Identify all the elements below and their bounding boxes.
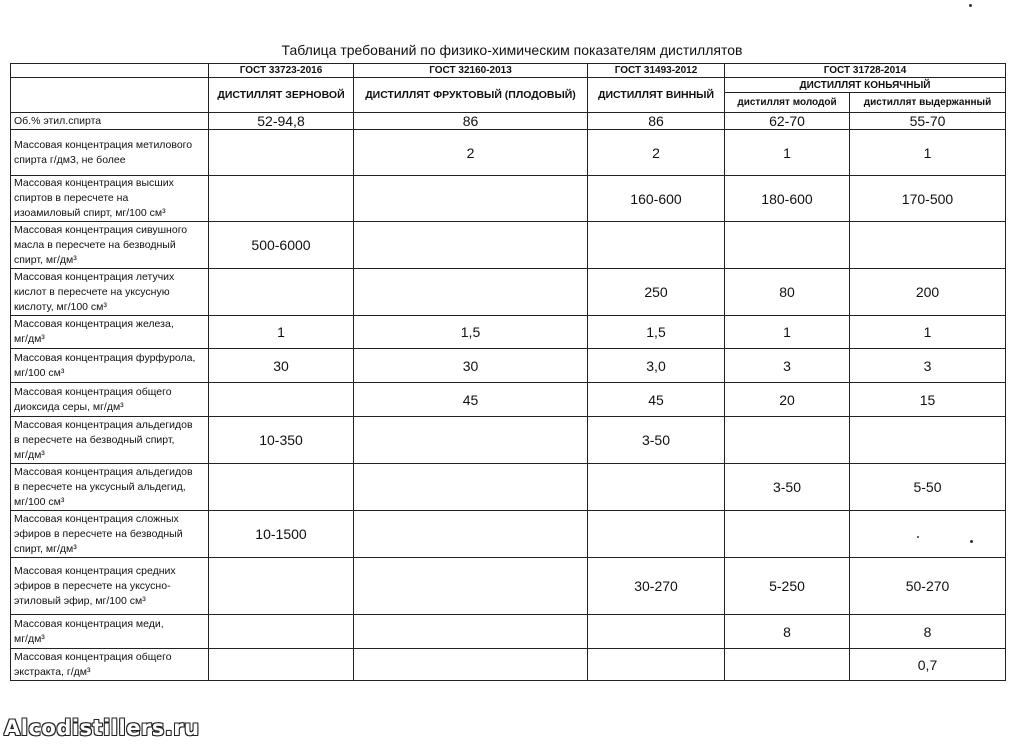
value-text: 1	[923, 324, 932, 340]
value-cell	[850, 558, 1006, 615]
value-cell	[588, 649, 725, 681]
value-cell	[850, 649, 1006, 681]
value-cell	[209, 176, 354, 222]
value-text: 8	[923, 623, 932, 640]
value-cell	[354, 511, 588, 558]
value-cell	[588, 113, 725, 130]
value-cell	[209, 558, 354, 615]
value-text: 3	[783, 357, 791, 374]
value-text: 2	[652, 144, 660, 161]
value-text: 52-94,8	[257, 113, 305, 129]
value-text: 3	[923, 357, 932, 374]
table-row	[11, 615, 1006, 649]
parameter-cell: Массовая концентрация средних эфиров в пересчете на уксусно- этиловый эфир, мг/100 см³	[11, 558, 209, 615]
value-cell	[850, 615, 1006, 649]
value-cell	[850, 113, 1006, 130]
value-text: 1,5	[460, 324, 481, 340]
value-cell	[725, 176, 850, 222]
distillate-name-cell: ДИСТИЛЛЯТ ФРУКТОВЫЙ (ПЛОДОВЫЙ)	[354, 78, 588, 113]
scan-speck	[969, 4, 972, 7]
value-text: 3,0	[646, 357, 666, 374]
value-cell	[209, 316, 354, 349]
gost-header-cell: ГОСТ 31728-2014	[725, 64, 1006, 78]
value-text: 50-270	[905, 578, 950, 594]
value-cell	[588, 417, 725, 464]
value-cell	[725, 649, 850, 681]
value-cell	[588, 383, 725, 417]
value-cell	[850, 349, 1006, 383]
value-cell	[354, 383, 588, 417]
value-cell	[209, 615, 354, 649]
value-cell	[850, 511, 1006, 558]
value-cell	[209, 417, 354, 464]
value-cell	[354, 417, 588, 464]
value-cell	[209, 113, 354, 130]
value-text: 1	[783, 144, 791, 161]
value-cell	[725, 511, 850, 558]
value-cell	[725, 349, 850, 383]
parameter-cell: Массовая концентрация фурфурола, мг/100 см³	[11, 349, 209, 383]
value-cell	[725, 113, 850, 130]
distillate-name-cell: ДИСТИЛЛЯТ ЗЕРНОВОЙ	[209, 78, 354, 113]
parameter-cell: Массовая концентрация общего диоксида серы, мг/дм³	[11, 383, 209, 417]
value-cell	[588, 222, 725, 269]
value-text: 500-6000	[251, 237, 311, 253]
value-cell	[725, 316, 850, 349]
value-cell	[354, 615, 588, 649]
value-cell	[354, 222, 588, 269]
value-text: 30-270	[634, 578, 678, 594]
value-text: 8	[783, 623, 791, 640]
value-cell	[354, 269, 588, 316]
value-text: 30	[462, 357, 479, 374]
value-cell	[354, 113, 588, 130]
value-text: 45	[462, 391, 479, 408]
value-cell	[354, 316, 588, 349]
value-cell	[588, 511, 725, 558]
value-cell	[588, 130, 725, 176]
value-text: 5-50	[913, 479, 942, 495]
parameter-cell: Массовая концентрация альдегидов в пересчете на уксусный альдегид, мг/100 см³	[11, 464, 209, 511]
table-row	[11, 349, 1006, 383]
value-cell	[209, 383, 354, 417]
table-row	[11, 558, 1006, 615]
scan-speck	[970, 540, 973, 543]
value-text: 55-70	[909, 113, 946, 129]
value-cell	[588, 349, 725, 383]
value-cell	[850, 130, 1006, 176]
parameter-cell: Массовая концентрация сложных эфиров в пересчете на безводный спирт, мг/дм³	[11, 511, 209, 558]
parameter-cell: Массовая концентрация железа, мг/дм³	[11, 316, 209, 349]
value-text: 250	[644, 284, 668, 300]
value-text: 1,5	[646, 324, 666, 340]
scan-speck	[917, 536, 919, 538]
value-text: 86	[648, 113, 664, 129]
value-text: 80	[779, 284, 795, 300]
parameter-cell: Массовая концентрация общего экстракта, г/дм³	[11, 649, 209, 681]
table-row	[11, 269, 1006, 316]
value-text: 45	[648, 391, 664, 408]
value-text: 1	[277, 324, 285, 340]
value-text: 0,7	[917, 656, 938, 673]
value-cell	[725, 615, 850, 649]
value-text: 10-1500	[255, 526, 307, 542]
value-text: 10-350	[259, 432, 303, 448]
value-text: 62-70	[769, 113, 805, 129]
value-cell	[588, 464, 725, 511]
header-corner-cell	[11, 78, 209, 113]
value-cell	[209, 649, 354, 681]
value-cell	[588, 316, 725, 349]
table-row	[11, 130, 1006, 176]
parameter-cell: Об.% этил.спирта	[11, 113, 209, 130]
value-text: 160-600	[630, 190, 682, 207]
value-cell	[725, 269, 850, 316]
table-row	[11, 649, 1006, 681]
cognac-subheader-cell: дистиллят выдержанный	[850, 93, 1006, 113]
table-row	[11, 417, 1006, 464]
value-cell	[850, 417, 1006, 464]
distillate-name-cell: ДИСТИЛЛЯТ КОНЬЯЧНЫЙ	[725, 78, 1006, 93]
value-text: 30	[273, 357, 289, 374]
value-cell	[354, 649, 588, 681]
cognac-subheader-cell: дистиллят молодой	[725, 93, 850, 113]
table-row	[11, 383, 1006, 417]
table-row	[11, 222, 1006, 269]
table-row	[11, 113, 1006, 130]
value-text: 1	[783, 324, 791, 340]
value-cell	[588, 176, 725, 222]
watermark-logo: Alcodistillers.ru	[4, 716, 200, 740]
parameter-cell: Массовая концентрация альдегидов в пересчете на безводный спирт, мг/дм³	[11, 417, 209, 464]
value-cell	[725, 383, 850, 417]
parameter-cell: Массовая концентрация меди, мг/дм³	[11, 615, 209, 649]
value-text: 15	[919, 391, 936, 408]
value-cell	[354, 130, 588, 176]
value-cell	[209, 349, 354, 383]
value-cell	[354, 176, 588, 222]
table-row	[11, 316, 1006, 349]
parameter-cell: Массовая концентрация сивушного масла в пересчете на безводный спирт, мг/дм³	[11, 222, 209, 269]
gost-header-cell: ГОСТ 32160-2013	[354, 64, 588, 78]
value-text: 5-250	[769, 578, 805, 594]
value-cell	[725, 130, 850, 176]
value-text: 1	[923, 144, 932, 161]
value-cell	[850, 269, 1006, 316]
value-cell	[850, 316, 1006, 349]
value-cell	[725, 558, 850, 615]
value-cell	[209, 269, 354, 316]
value-text: 170-500	[901, 190, 954, 207]
value-cell	[850, 176, 1006, 222]
value-cell	[850, 222, 1006, 269]
table-row	[11, 176, 1006, 222]
table-row	[11, 464, 1006, 511]
gost-header-cell: ГОСТ 31493-2012	[588, 64, 725, 78]
value-cell	[725, 464, 850, 511]
value-cell	[588, 269, 725, 316]
value-text: 3-50	[641, 432, 671, 448]
value-cell	[588, 558, 725, 615]
value-cell	[209, 464, 354, 511]
distillate-name-cell: ДИСТИЛЛЯТ ВИННЫЙ	[588, 78, 725, 113]
requirements-table	[10, 63, 1006, 681]
value-text: 200	[915, 284, 940, 300]
value-cell	[209, 511, 354, 558]
parameter-cell: Массовая концентрация высших спиртов в пересчете на изоамиловый спирт, мг/100 см³	[11, 176, 209, 222]
value-cell	[725, 222, 850, 269]
value-text: 2	[466, 144, 475, 161]
table-row	[11, 511, 1006, 558]
gost-header-row	[11, 64, 1006, 78]
parameter-cell: Массовая концентрация летучих кислот в пересчете на уксусную кислоту, мг/100 см³	[11, 269, 209, 316]
value-text: 3-50	[772, 479, 802, 495]
value-cell	[588, 615, 725, 649]
gost-header-cell: ГОСТ 33723-2016	[209, 64, 354, 78]
value-cell	[209, 130, 354, 176]
parameter-cell: Массовая концентрация метилового спирта г/дм3, не более	[11, 130, 209, 176]
value-text: 20	[779, 391, 795, 408]
value-cell	[354, 464, 588, 511]
distillate-header-row	[11, 78, 1006, 93]
table-title: Таблица требований по физико-химическим показателям дистиллятов	[281, 42, 743, 58]
value-text: 180-600	[761, 190, 813, 207]
value-cell	[354, 558, 588, 615]
value-cell	[354, 349, 588, 383]
value-cell	[209, 222, 354, 269]
value-cell	[725, 417, 850, 464]
value-text: 86	[462, 113, 479, 129]
value-cell	[850, 383, 1006, 417]
value-cell	[850, 464, 1006, 511]
header-corner-cell	[11, 64, 209, 78]
